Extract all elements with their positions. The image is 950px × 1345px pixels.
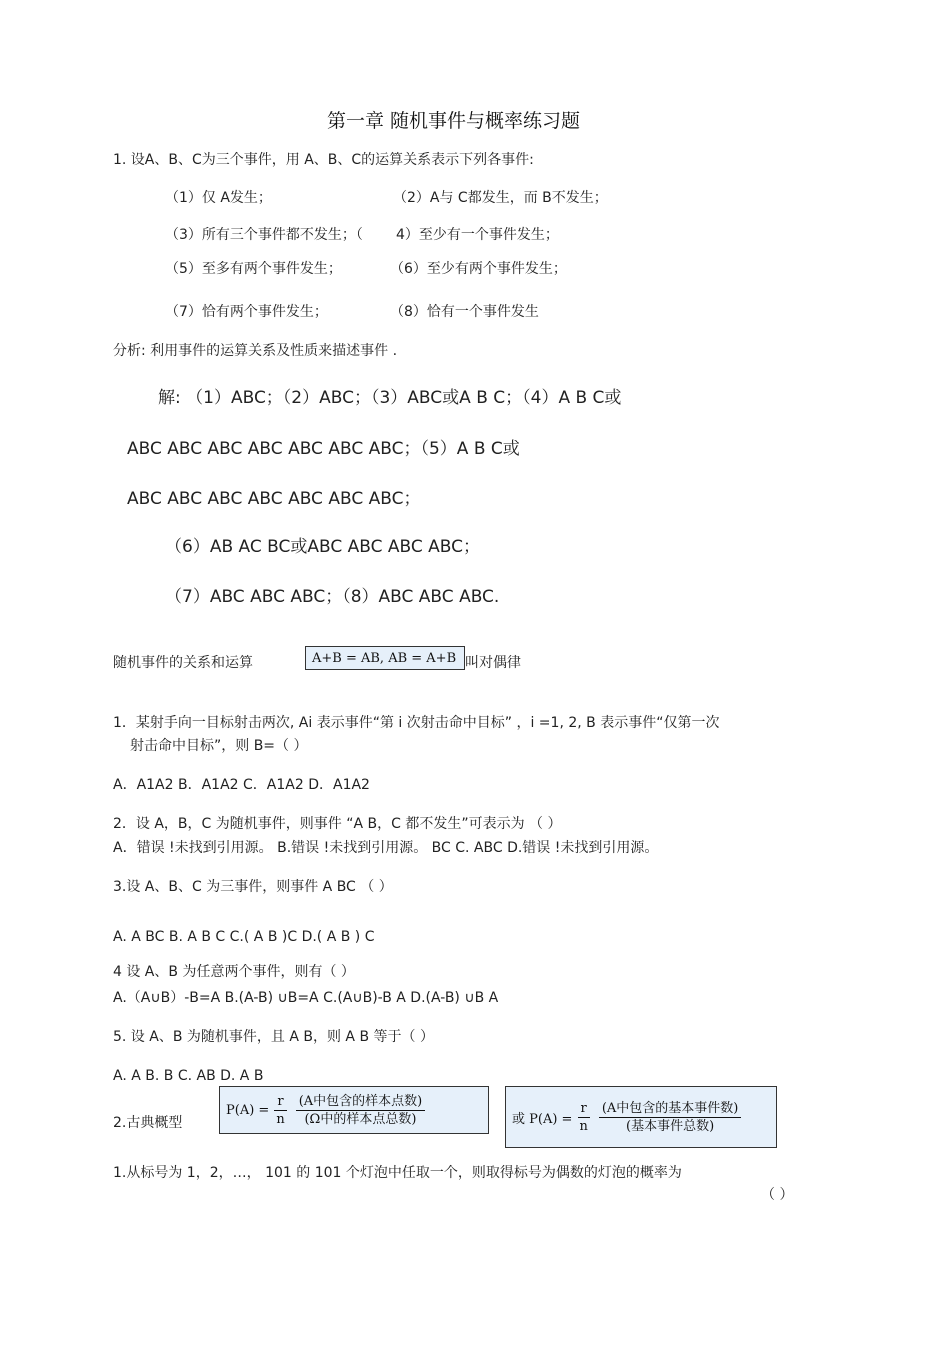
formula-2-ratio xyxy=(576,1100,590,1135)
problem-1-stem-line-1: 1．某射手向一目标射击两次, Ai 表示事件“第 i 次射击命中目标” ，i =1, 2, B 表示事件“仅第一次 xyxy=(113,715,720,731)
formula-2-r: r xyxy=(578,1100,590,1118)
problem-1-options: A．A1A2 B．A1A2 C．A1A2 D．A1A2 xyxy=(113,777,370,793)
problem-3-options: A. A BC B. A B C C.( A B )C D.( A B ) C xyxy=(113,929,375,945)
formula-2-fraction xyxy=(599,1100,742,1135)
q1-item-1: （1）仅 A发生； xyxy=(165,190,272,206)
solution-line-5: （7）ABC ABC ABC；（8）ABC ABC ABC. xyxy=(165,587,500,607)
q1-item-2: （2）A与 C都发生，而 B不发生； xyxy=(393,190,608,206)
solution-line-2: ABC ABC ABC ABC ABC ABC ABC；（5）A B C或 xyxy=(127,439,520,459)
classical-probability-label: 2.古典概型 xyxy=(113,1115,183,1131)
problem-5-options: A. A B. B C. AB D. A B xyxy=(113,1068,264,1084)
formula-1-denominator: (Ω中的样本点总数) xyxy=(304,1111,417,1127)
problem-4-stem: 4 设 A、B 为任意两个事件，则有（ ） xyxy=(113,964,355,980)
duality-formula-text: A+B = AB, AB = A+B xyxy=(312,650,457,666)
problem-4-options: A.（A∪B）-B=A B.(A-B) ∪B=A C.(A∪B)-B A D.(A-B) ∪B A xyxy=(113,990,499,1006)
analysis-text: 分析: 利用事件的运算关系及性质来描述事件 . xyxy=(113,343,398,359)
problem-6-stem: 1.从标号为 1，2，…， 101 的 101 个灯泡中任取一个，则取得标号为偶数的灯泡的概率为 xyxy=(113,1165,682,1181)
formula-2-denominator: (基本事件总数) xyxy=(626,1118,715,1134)
q1-item-4: 4）至少有一个事件发生； xyxy=(396,227,559,243)
q1-item-5: （5）至多有两个事件发生； xyxy=(165,261,342,277)
duality-formula xyxy=(305,646,465,670)
formula-1-r: r xyxy=(274,1093,286,1111)
formula-2-numerator: (A中包含的基本事件数) xyxy=(599,1100,742,1118)
formula-1-fraction xyxy=(296,1093,426,1128)
duality-suffix: 叫对偶律 xyxy=(465,655,521,671)
duality-label: 随机事件的关系和运算 xyxy=(113,655,253,671)
q1-item-6: （6）至少有两个事件发生； xyxy=(390,261,567,277)
formula-2-n: n xyxy=(579,1118,588,1134)
q1-item-7: （7）恰有两个事件发生； xyxy=(165,304,328,320)
formula-1-numerator: (A中包含的样本点数) xyxy=(296,1093,426,1111)
solution-line-1: 解: （1）ABC；（2）ABC；（3）ABC或A B C；（4）A B C或 xyxy=(158,388,622,408)
question-1-stem: 1. 设A、B、C为三个事件，用 A、B、C的运算关系表示下列各事件: xyxy=(113,152,534,168)
page-title: 第一章 随机事件与概率练习题 xyxy=(327,110,581,132)
q1-item-3: （3）所有三个事件都不发生；（ xyxy=(165,227,363,243)
formula-1-left: P(A) = xyxy=(226,1102,270,1118)
q1-item-8: （8）恰有一个事件发生 xyxy=(390,304,539,320)
classical-formula-2 xyxy=(505,1086,777,1148)
problem-2-stem: 2．设 A，B，C 为随机事件，则事件 “A B，C 都不发生”可表示为 （ ） xyxy=(113,816,562,832)
formula-2-left: 或 P(A) = xyxy=(512,1111,573,1127)
problem-1-stem-line-2: 射击命中目标”，则 B=（ ） xyxy=(130,738,308,754)
solution-line-4: （6）AB AC BC或ABC ABC ABC ABC； xyxy=(165,537,481,557)
formula-1-ratio xyxy=(273,1093,287,1128)
problem-5-stem: 5. 设 A、B 为随机事件，且 A B，则 A B 等于（ ） xyxy=(113,1029,434,1045)
problem-3-stem: 3.设 A、B、C 为三事件，则事件 A BC （ ） xyxy=(113,879,393,895)
classical-formula-1 xyxy=(219,1086,489,1134)
problem-6-answer-blank: （ ） xyxy=(761,1187,794,1203)
formula-1-n: n xyxy=(276,1111,285,1127)
problem-2-options: A．错误 !未找到引用源。 B.错误 !未找到引用源。 BC C. ABC D.错误 !未找到引用源。 xyxy=(113,840,659,856)
solution-line-3: ABC ABC ABC ABC ABC ABC ABC； xyxy=(127,489,421,509)
